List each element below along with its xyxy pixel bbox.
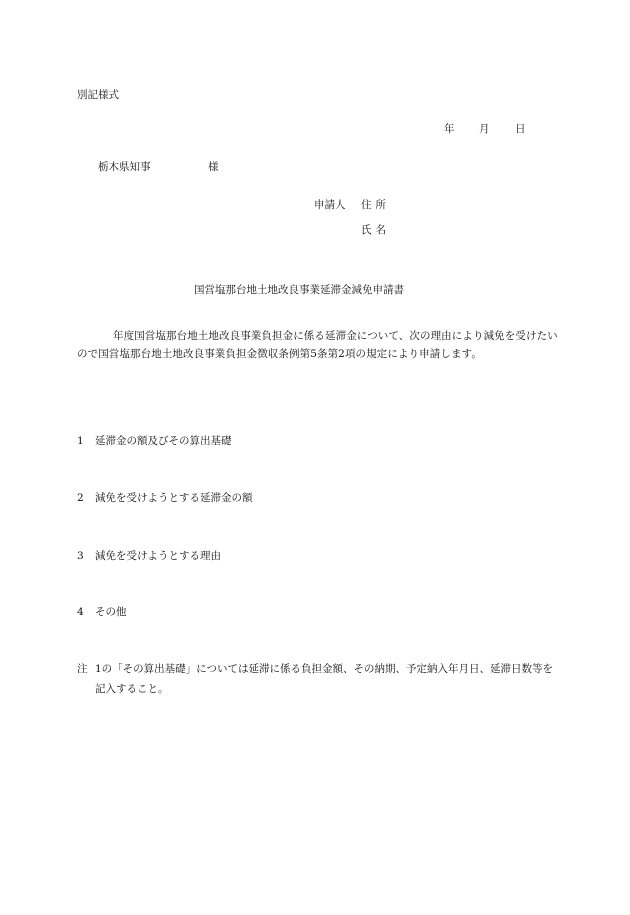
date-year-label: 年 bbox=[444, 123, 455, 135]
item-text: 減免を受けようとする延滞金の額 bbox=[95, 492, 253, 504]
item-number: 2 bbox=[77, 492, 84, 504]
note-text: 1の「その算出基礎」については延滞に係る負担金額、その納期、予定納入年月日、延滞日数等を記入すること。 bbox=[95, 663, 553, 695]
list-item bbox=[77, 491, 253, 505]
addressee-name: 栃木県知事 bbox=[98, 161, 151, 173]
document-body: 年度国営塩那台地土地改良事業負担金に係る延滞金について、次の理由により減免を受けたいので国営塩那台地土地改良事業負担金徴収条例第5条第2項の規定により申請します。 bbox=[77, 330, 558, 360]
address-label: 住所 bbox=[361, 199, 390, 211]
item-number: 1 bbox=[77, 435, 84, 447]
item-number: 4 bbox=[77, 606, 84, 618]
list-item bbox=[77, 549, 221, 563]
note bbox=[77, 659, 558, 699]
item-text: その他 bbox=[95, 606, 127, 618]
document-title: 国営塩那台地土地改良事業延滞金減免申請書 bbox=[194, 284, 404, 296]
date-day-label: 日 bbox=[515, 123, 526, 135]
form-label: 別記様式 bbox=[77, 89, 119, 101]
note-mark: 注 bbox=[77, 663, 88, 675]
item-text: 延滞金の額及びその算出基礎 bbox=[95, 435, 232, 447]
item-text: 減免を受けようとする理由 bbox=[95, 550, 221, 562]
applicant-label: 申請人 bbox=[314, 199, 346, 211]
addressee-honorific: 様 bbox=[208, 161, 219, 173]
item-number: 3 bbox=[77, 550, 84, 562]
name-label: 氏名 bbox=[361, 224, 390, 236]
list-item bbox=[77, 434, 232, 448]
date-month-label: 月 bbox=[479, 123, 490, 135]
list-item bbox=[77, 605, 127, 619]
